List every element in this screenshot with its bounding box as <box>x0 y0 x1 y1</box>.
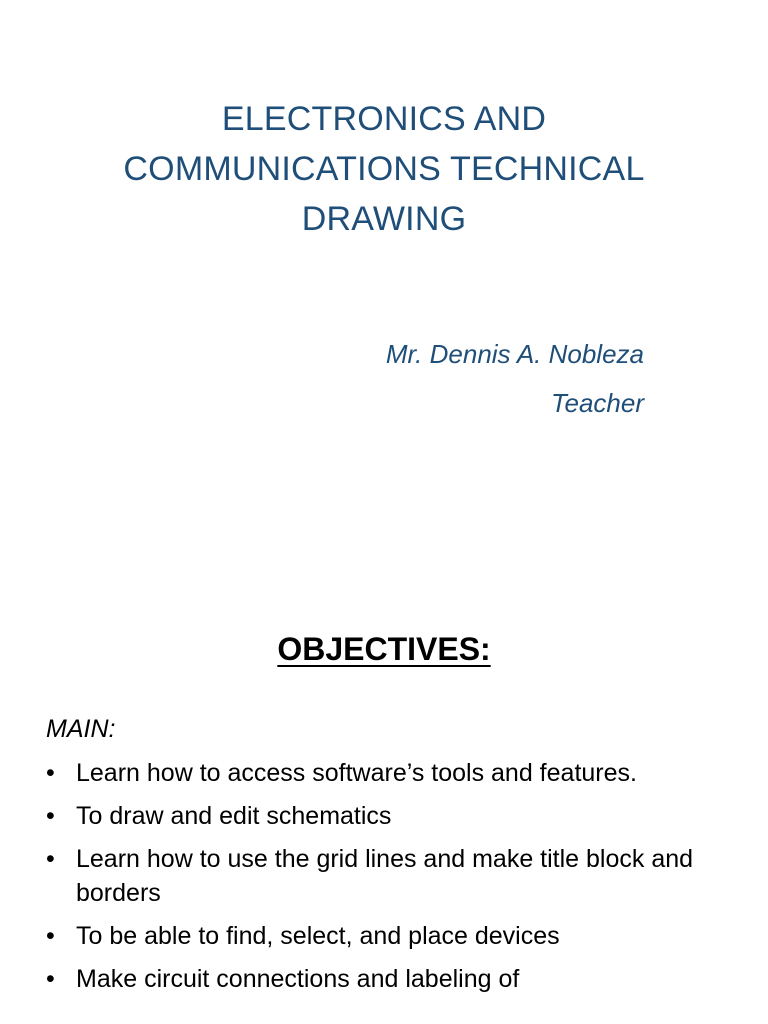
list-item-text: To be able to find, select, and place devices <box>76 922 560 950</box>
list-item-text: Learn how to access software’s tools and features. <box>76 759 637 787</box>
objectives-heading-text: OBJECTIVES: <box>277 631 491 667</box>
presenter-role: Teacher <box>551 388 644 418</box>
objectives-list <box>46 756 696 1005</box>
presenter-name: Mr. Dennis A. Nobleza <box>385 339 644 369</box>
list-item <box>46 842 696 910</box>
title-line: COMMUNICATIONS TECHNICAL <box>123 150 645 188</box>
bullet-icon: • <box>46 965 55 993</box>
list-item-text: Make circuit connections and labeling of <box>76 965 520 993</box>
list-item-text: Learn how to use the grid lines and make title block and borders <box>76 845 694 907</box>
bullet-icon: • <box>46 802 55 830</box>
list-item <box>46 919 696 953</box>
slide-title <box>60 94 708 244</box>
list-item <box>46 962 696 996</box>
objectives-heading <box>0 624 768 674</box>
presenter-block <box>386 330 644 428</box>
list-item <box>46 756 696 790</box>
objectives-slide <box>0 584 768 1024</box>
title-line: DRAWING <box>301 200 467 238</box>
list-item-text: To draw and edit schematics <box>76 802 392 830</box>
bullet-icon: • <box>46 922 55 950</box>
bullet-icon: • <box>46 759 55 787</box>
title-line: ELECTRONICS AND <box>221 100 547 138</box>
list-item <box>46 799 696 833</box>
main-section-label: MAIN: <box>46 715 116 743</box>
bullet-icon: • <box>46 845 55 873</box>
